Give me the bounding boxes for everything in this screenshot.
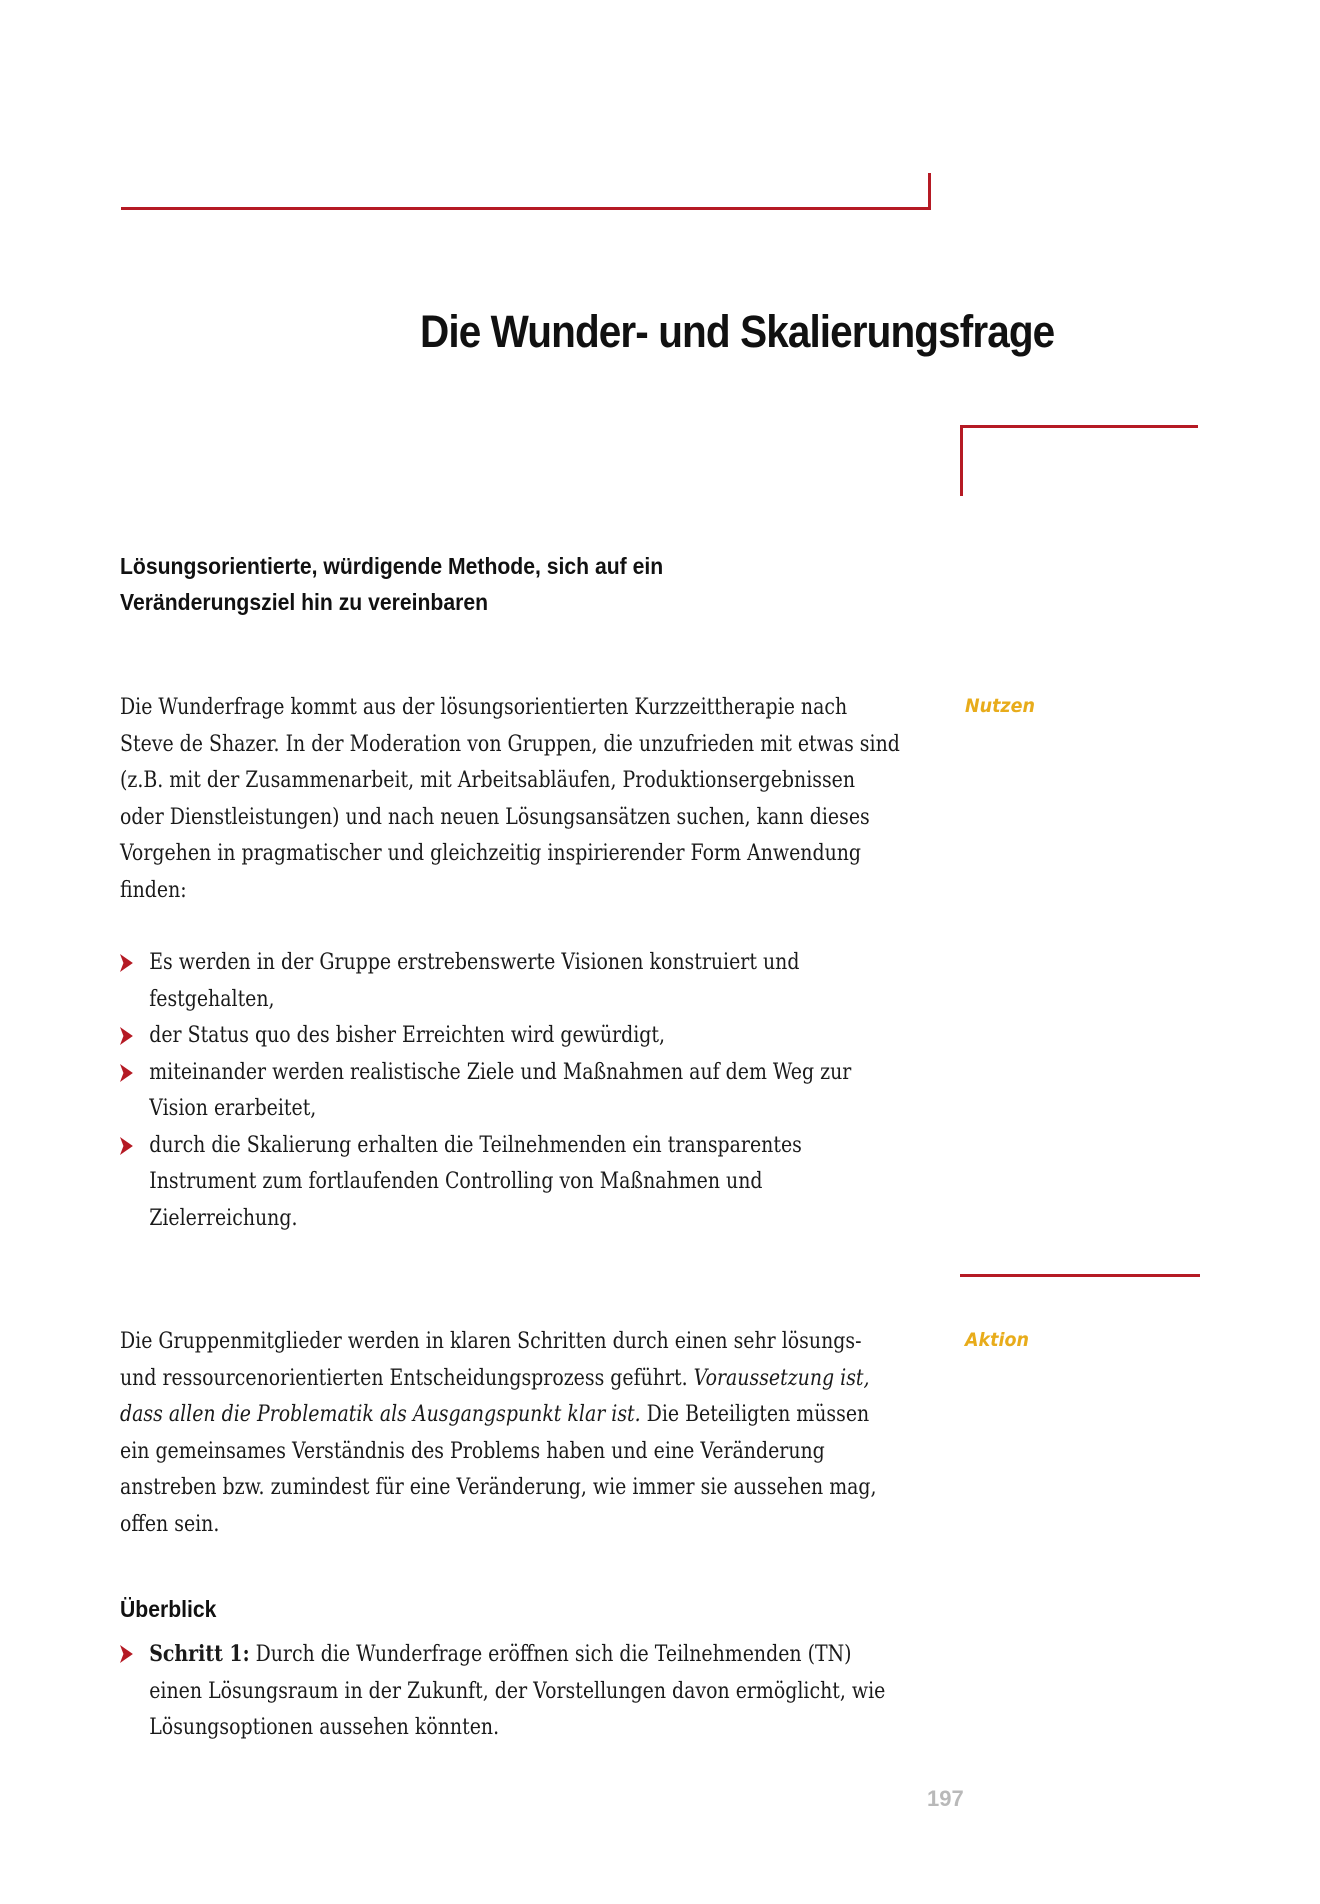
list-item: Es werden in der Gruppe erstrebenswerte Visionen konstruiert und festgehalten, bbox=[120, 945, 903, 1018]
bullet-arrow-icon bbox=[120, 1064, 133, 1082]
overview-heading: Überblick bbox=[120, 1596, 217, 1622]
corner-rule-vertical bbox=[960, 425, 963, 496]
top-rule-vertical bbox=[928, 173, 931, 210]
subtitle: Lösungsorientierte, würdigende Methode, sich auf ein Veränderungsziel hin zu vereinbaren bbox=[120, 553, 664, 615]
bullet-arrow-icon bbox=[120, 1645, 133, 1663]
nutzen-intro: Die Wunderfrage kommt aus der lösungsorientierten Kurzzeittherapie nach Steve de Shazer. In der Moderation von Gruppen, die unzufrieden mit etwas sind (z.B. mit der Zusammenarbeit, mit Arbeitsabläufen, Produktionsergebnissen oder Dienstleistungen) und nach neuen Lösungsansätzen suchen, kann dieses Vorgehen in pragmatischer und gleichzeitig inspirierender Form Anwendung finden: bbox=[120, 695, 900, 903]
list-item: miteinander werden realistische Ziele und Maßnahmen auf dem Weg zur Vision erarbeitet, bbox=[120, 1055, 903, 1128]
bullet-arrow-icon bbox=[120, 1027, 133, 1045]
page-number: 197 bbox=[927, 1786, 964, 1811]
bullet-arrow-icon bbox=[120, 954, 133, 972]
section-divider-rule bbox=[960, 1274, 1200, 1277]
steps-list bbox=[120, 1636, 903, 1747]
list-item: durch die Skalierung erhalten die Teilnehmenden ein transparentes Instrument zum fortlaufenden Controlling von Maßnahmen und Zielerreichung. bbox=[120, 1128, 903, 1238]
corner-rule-horizontal bbox=[960, 425, 1198, 428]
top-rule-horizontal bbox=[121, 207, 930, 210]
list-item: der Status quo des bisher Erreichten wird gewürdigt, bbox=[120, 1018, 903, 1055]
list-item: Schritt 1: Durch die Wunderfrage eröffnen sich die Teilnehmenden (TN) einen Lösungsraum in der Zukunft, der Vorstellungen davon ermöglicht, wie Lösungsoptionen aussehen könnten. bbox=[120, 1636, 903, 1747]
margin-label-nutzen: Nutzen bbox=[965, 695, 1035, 717]
nutzen-bullet-list bbox=[120, 945, 903, 1237]
page-title: Die Wunder- und Skalierungsfrage bbox=[420, 306, 1055, 357]
aktion-paragraph: Die Gruppenmitglieder werden in klaren Schritten durch einen sehr lösungs- und ressourcenorientierten Entscheidungsprozess geführt. Voraussetzung ist, dass allen die Problematik als Ausgangspunkt klar ist. Die Beteiligten müssen ein gemeinsames Verständnis des Problems haben und eine Veränderung anstreben bzw. zumindest für eine Veränderung, wie immer sie aussehen mag, offen sein. bbox=[120, 1329, 877, 1537]
step-label: Schritt 1: bbox=[149, 1641, 250, 1667]
bullet-arrow-icon bbox=[120, 1137, 133, 1155]
aktion-emphasis: Voraussetzung ist, dass allen die Problematik als Ausgangspunkt klar ist. bbox=[120, 1365, 870, 1427]
margin-label-aktion: Aktion bbox=[965, 1329, 1029, 1351]
